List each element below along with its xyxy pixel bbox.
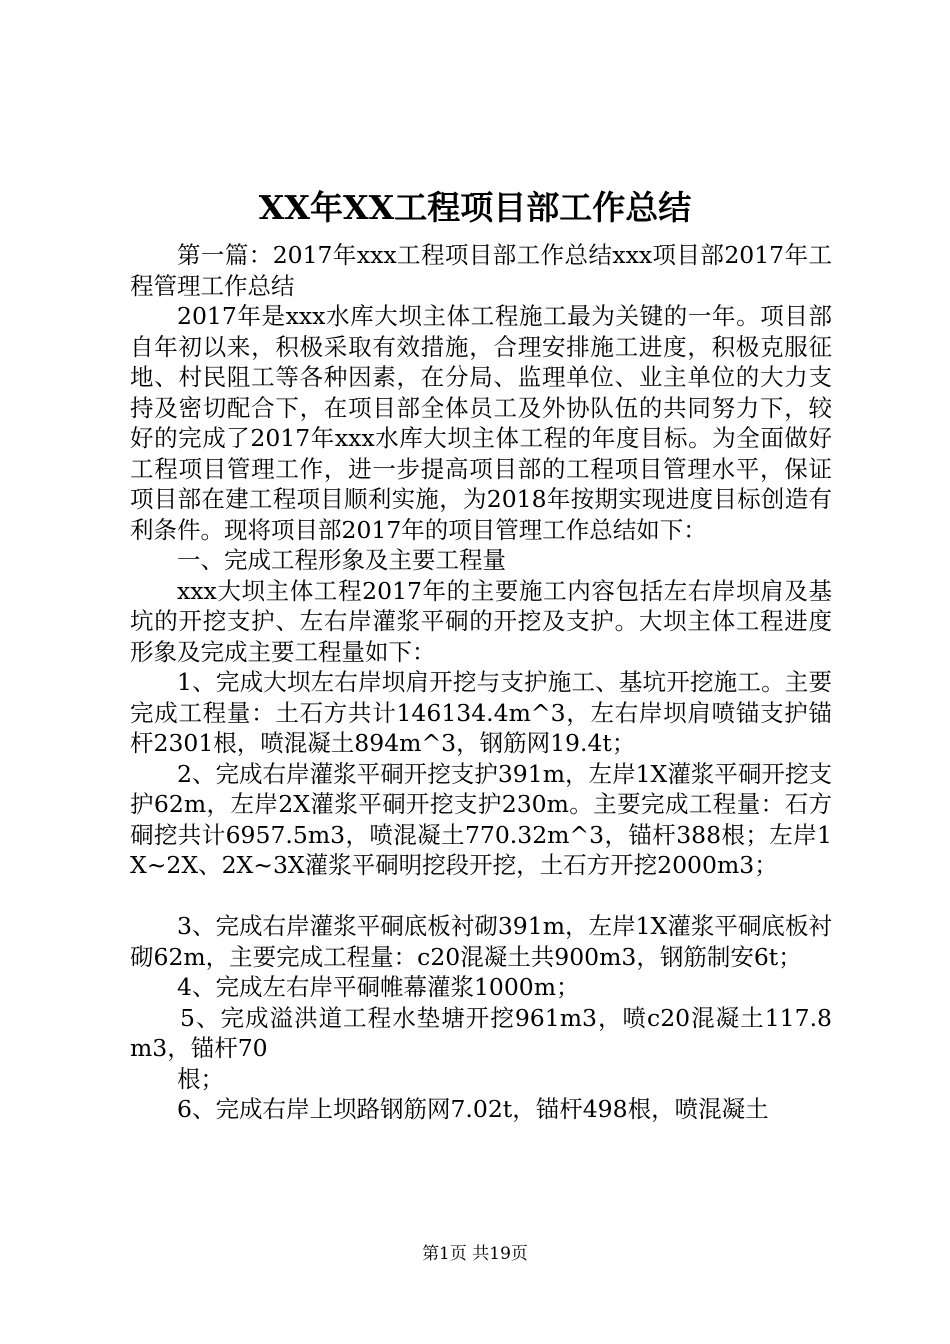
list-item-1: 1、完成大坝左右岸坝肩开挖与支护施工、基坑开挖施工。主要完成工程量：土石方共计146134.4m^3，左右岸坝肩喷锚支护锚杆2301根，喷混凝土894m^3，钢筋网19.4t；: [130, 668, 832, 757]
section-heading: 一、完成工程形象及主要工程量: [177, 546, 506, 574]
paragraph-scope: xxx大坝主体工程2017年的主要施工内容包括左右岸坝肩及基坑的开挖支护、左右岸灌浆平硐的开挖及支护。大坝主体工程进度形象及完成主要工程量如下：: [130, 576, 832, 666]
paragraph-intro: 2017年是xxx水库大坝主体工程施工最为关键的一年。项目部自年初以来，积极采取有效措施，合理安排施工进度，积极克服征地、村民阻工等各种因素，在分局、监理单位、业主单位的大力支持及密切配合下，在项目部全体员工及外协队伍的共同努力下，较好的完成了2017年xxx水库大坝主体工程的年度目标。为全面做好工程项目管理工作，进一步提高项目部的工程项目管理水平，保证项目部在建工程项目顺利实施，为2018年按期实现进度目标创造有利条件。现将项目部2017年的项目管理工作总结如下：: [130, 302, 832, 544]
list-item-4: 4、完成左右岸平硐帷幕灌浆1000m；: [177, 973, 580, 1001]
list-item-2: 2、完成右岸灌浆平硐开挖支护391m，左岸1X灌浆平硐开挖支护62m，左岸2X灌浆平硐开挖支护230m。主要完成工程量：石方硐挖共计6957.5m3，喷混凝土770.32m^3，锚杆388根；左岸1X~2X、2X~3X灌浆平硐明挖段开挖，土石方开挖2000m3；: [130, 759, 832, 879]
paragraph-heading-first-article: 第一篇：2017年xxx工程项目部工作总结xxx项目部2017年工程管理工作总结: [130, 241, 832, 300]
document-body: [130, 240, 832, 1125]
list-item-5-continuation: 根；: [177, 1064, 224, 1093]
list-item-6: 6、完成右岸上坝路钢筋网7.02t，锚杆498根，喷混凝土: [177, 1095, 769, 1123]
document-title: XX年XX工程项目部工作总结: [258, 188, 692, 227]
list-item-3: 3、完成右岸灌浆平硐底板衬砌391m，左岸1X灌浆平硐底板衬砌62m，主要完成工程量：c20混凝土共900m3，钢筋制安6t；: [130, 912, 832, 971]
list-item-5: 5、完成溢洪道工程水垫塘开挖961m3，喷c20混凝土117.8m3，锚杆70: [130, 1003, 832, 1062]
page-footer: 第1页 共19页: [422, 1244, 528, 1264]
